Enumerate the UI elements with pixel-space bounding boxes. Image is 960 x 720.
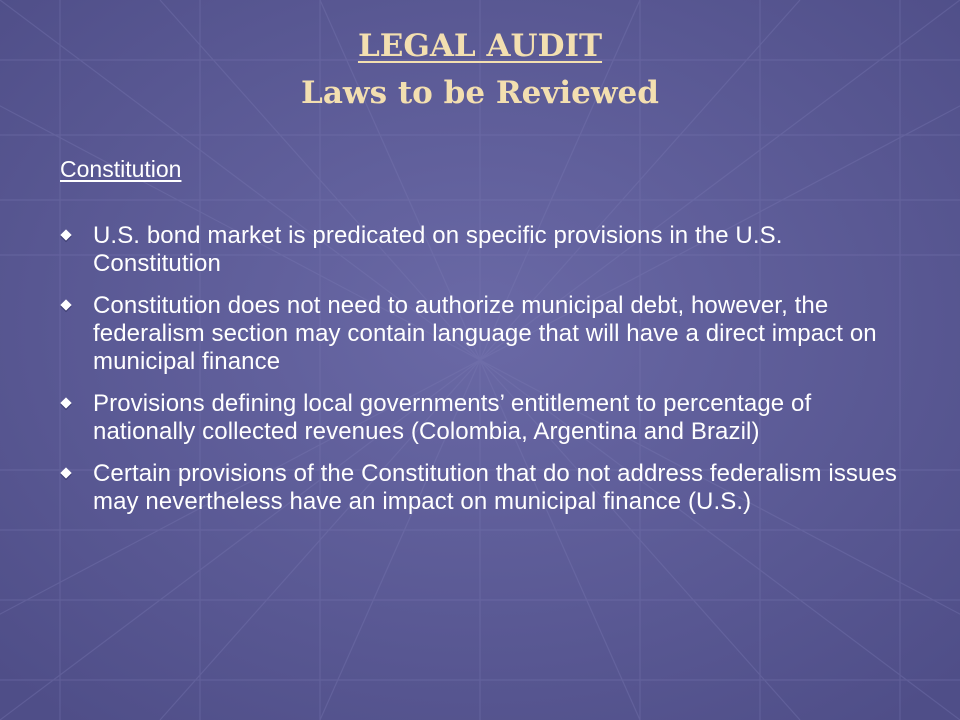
bullet-text: U.S. bond market is predicated on specific provisions in the U.S. Constitution bbox=[93, 222, 783, 277]
list-item bbox=[60, 222, 910, 278]
bullet-list bbox=[60, 222, 910, 530]
slide-subtitle: Laws to be Reviewed bbox=[301, 75, 659, 111]
list-item bbox=[60, 390, 910, 446]
section-heading: Constitution bbox=[60, 156, 182, 182]
bullet-text: Provisions defining local governments’ entitlement to percentage of nationally collected revenues (Colombia, Argentina and Brazil) bbox=[93, 390, 812, 445]
diamond-bullet-icon bbox=[60, 397, 71, 408]
list-item bbox=[60, 292, 910, 376]
diamond-bullet-icon bbox=[60, 229, 71, 240]
list-item bbox=[60, 460, 910, 516]
bullet-text: Constitution does not need to authorize municipal debt, however, the federalism section may contain language that will have a direct impact on municipal finance bbox=[93, 292, 877, 375]
diamond-bullet-icon bbox=[60, 467, 71, 478]
slide-title: LEGAL AUDIT bbox=[357, 28, 603, 64]
diamond-bullet-icon bbox=[60, 299, 71, 310]
bullet-text: Certain provisions of the Constitution that do not address federalism issues may nevertheless have an impact on municipal finance (U.S.) bbox=[93, 460, 898, 515]
